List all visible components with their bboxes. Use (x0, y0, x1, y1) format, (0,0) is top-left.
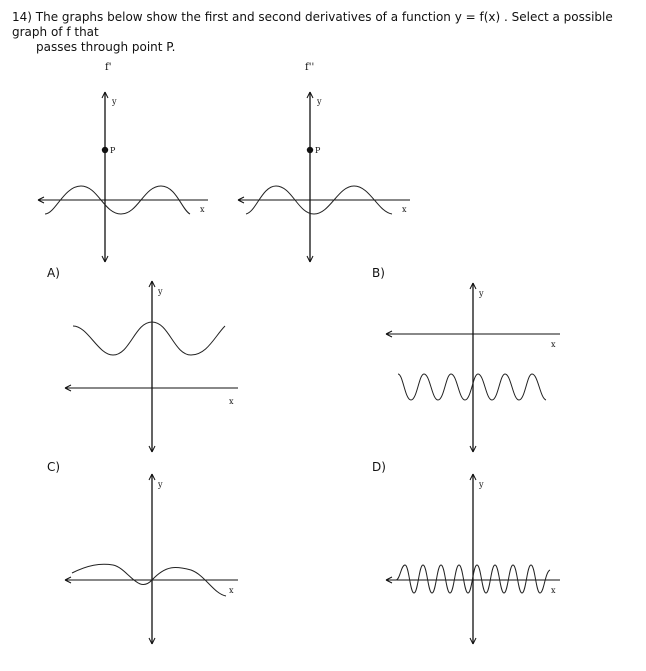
option-a-label[interactable]: A) (47, 266, 60, 280)
option-b-label[interactable]: B) (372, 266, 385, 280)
option-a-x-label: x (229, 397, 234, 406)
option-c-y-label: y (158, 480, 163, 489)
fprime-label: f' (105, 62, 112, 73)
fdoubleprime-point-label: P (315, 146, 321, 155)
fprime-y-label: y (112, 97, 117, 106)
fdoubleprime-x-label: x (402, 205, 407, 214)
fprime-x-label: x (200, 205, 205, 214)
option-d-axes (386, 474, 560, 644)
question-line-1: The graphs below show the first and second derivatives of a function y = f(x) . Select a possible graph of f that (12, 10, 613, 39)
option-c-label[interactable]: C) (47, 460, 61, 474)
option-d-x-label: x (551, 586, 556, 595)
question-line-2: passes through point P. (36, 40, 176, 54)
option-b-y-label: y (479, 289, 484, 298)
option-b-x-label: x (551, 340, 556, 349)
option-a-y-label: y (158, 287, 163, 296)
fdoubleprime-y-label: y (317, 97, 322, 106)
option-c-x-label: x (229, 586, 234, 595)
question-number: 14) (12, 10, 32, 24)
option-d-y-label: y (479, 480, 484, 489)
option-d-label[interactable]: D) (372, 460, 386, 474)
fdoubleprime-label: f'' (305, 62, 315, 73)
fprime-point-label: P (110, 146, 116, 155)
